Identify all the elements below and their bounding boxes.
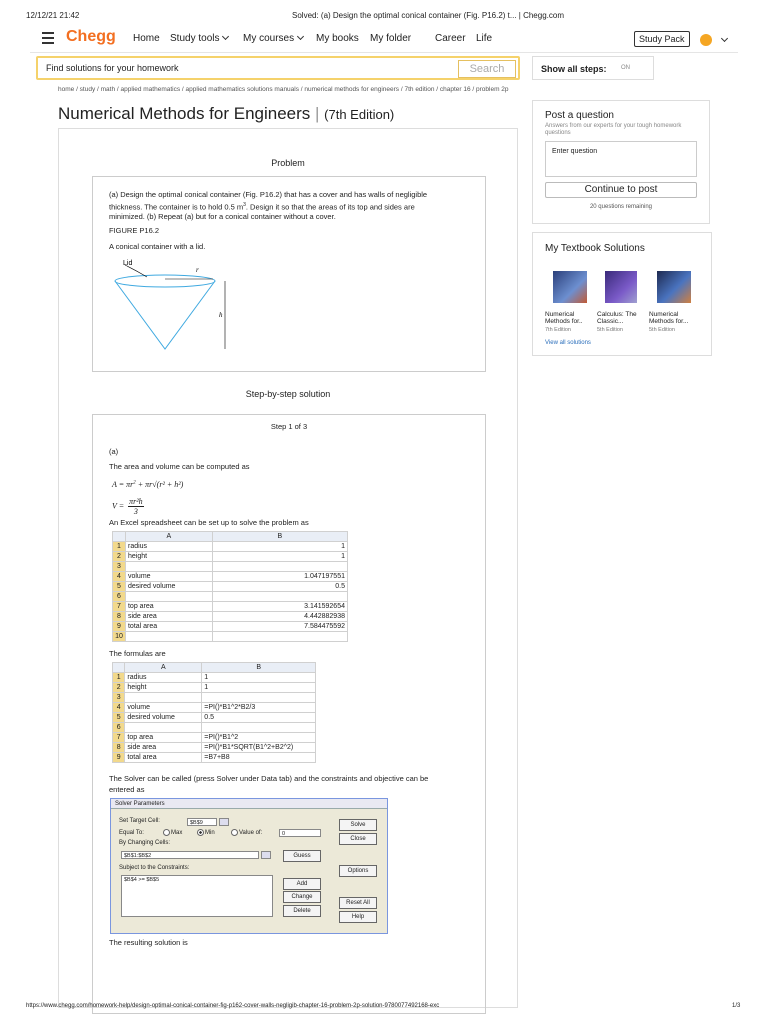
hamburger-menu-icon[interactable]: [42, 32, 54, 47]
sheet-header-row: [113, 663, 316, 673]
chevron-down-icon: [222, 33, 229, 40]
cell-b: 1.047197551: [212, 572, 347, 582]
collapse-dialog-icon[interactable]: [261, 851, 271, 859]
part-a-label: (a): [109, 447, 119, 456]
search-input[interactable]: Find solutions for your homework: [46, 63, 179, 73]
problem-text-1: (a) Design the optimal conical container (Fig. P16.2) that has a cover and has walls of negligible: [109, 190, 428, 199]
nav-study-tools[interactable]: [170, 33, 228, 44]
nav-my-folder[interactable]: My folder: [370, 33, 412, 44]
close-button[interactable]: Close: [339, 833, 377, 845]
excel-intro: An Excel spreadsheet can be set up to solve the problem as: [109, 518, 309, 527]
row-number: 1: [113, 673, 125, 683]
solver-intro-2: entered as: [109, 785, 145, 794]
cell-b: [212, 592, 347, 602]
chevron-down-icon: [297, 33, 304, 40]
post-question-title: Post a question: [545, 110, 614, 121]
solver-intro-1: The Solver can be called (press Solver under Data tab) and the constraints and objective can be: [109, 774, 429, 783]
page-title: Numerical Methods for Engineers | (7th Edition): [58, 104, 395, 123]
problem-text-2-b: . Design it so that the areas of its top and sides are: [245, 202, 415, 212]
nav-my-courses[interactable]: [243, 33, 303, 44]
cell-a: [125, 693, 202, 703]
search-button[interactable]: Search: [458, 60, 516, 78]
table-row: [113, 572, 348, 582]
header-divider: [30, 52, 738, 53]
book-3-title-1: Numerical: [649, 311, 679, 318]
table-row: [113, 693, 316, 703]
textbook-solutions-card: [532, 232, 712, 356]
constraint-item[interactable]: $B$4 >= $B$5: [124, 877, 160, 883]
show-steps-toggle[interactable]: ON: [621, 65, 630, 71]
table-row: [113, 632, 348, 642]
cell-b: 0.5: [202, 713, 316, 723]
breadcrumb[interactable]: home / study / math / applied mathematics / applied mathematics solutions manuals / numerical methods for engineers / 7th edition / chapter 16 / problem 2p: [58, 86, 509, 93]
book-3-title-2: Methods for...: [649, 318, 689, 325]
radio-min[interactable]: [197, 829, 215, 836]
row-number: 3: [113, 693, 125, 703]
cell-b: 1: [212, 552, 347, 562]
fig-h-label: h: [219, 311, 223, 319]
set-target-label: Set Target Cell:: [119, 818, 160, 824]
changing-cells-field[interactable]: $B$1:$B$2: [121, 851, 259, 859]
row-number: 1: [113, 542, 126, 552]
guess-button[interactable]: Guess: [283, 850, 321, 862]
change-button[interactable]: Change: [283, 891, 321, 903]
equal-to-label: Equal To:: [119, 830, 144, 836]
table-row: [113, 683, 316, 693]
cell-a: desired volume: [125, 713, 202, 723]
nav-home[interactable]: Home: [133, 33, 160, 44]
sheet-col-header: B: [212, 532, 347, 542]
volume-eq-lhs: V =: [112, 501, 125, 511]
table-row: [113, 542, 348, 552]
cell-a: side area: [125, 743, 202, 753]
table-row: [113, 733, 316, 743]
figure-caption: A conical container with a lid.: [109, 242, 206, 251]
sheet-col-header: A: [125, 532, 212, 542]
volume-eq-num: πr²h: [129, 497, 143, 506]
row-number: 9: [113, 622, 126, 632]
table-row: [113, 622, 348, 632]
constraints-label: Subject to the Constraints:: [119, 865, 190, 871]
spreadsheet-values: [112, 531, 348, 642]
sheet-header-row: [113, 532, 348, 542]
fig-lid-label: Lid: [123, 260, 133, 267]
continue-to-post-button[interactable]: Continue to post: [545, 182, 697, 198]
row-number: 4: [113, 703, 125, 713]
book-3-edition: 5th Edition: [649, 327, 675, 333]
avatar[interactable]: [700, 34, 712, 46]
cell-a: volume: [125, 572, 212, 582]
radio-value-label: Value of:: [239, 830, 263, 837]
cell-b: 7.584475592: [212, 622, 347, 632]
constraints-list[interactable]: [121, 875, 273, 917]
book-2[interactable]: [597, 311, 637, 334]
volume-equation: [112, 497, 144, 516]
book-1[interactable]: [545, 311, 583, 334]
table-row: [113, 673, 316, 683]
book-1-edition: 7th Edition: [545, 327, 571, 333]
book-cover-3[interactable]: [657, 271, 691, 303]
radio-value-icon: [231, 829, 238, 836]
book-title: Numerical Methods for Engineers: [58, 104, 311, 123]
changing-cells-label: By Changing Cells:: [119, 840, 171, 846]
options-button[interactable]: Options: [339, 865, 377, 877]
sheet-corner: [113, 663, 125, 673]
add-button[interactable]: Add: [283, 878, 321, 890]
radio-max-icon: [163, 829, 170, 836]
cell-b: 1: [202, 683, 316, 693]
area-eq-lhs: A = πr: [112, 480, 134, 489]
cell-b: =PI()*B1*SQRT(B1^2+B2^2): [202, 743, 316, 753]
radio-max[interactable]: [163, 829, 182, 836]
cell-b: 3.141592654: [212, 602, 347, 612]
nav-my-courses-label: My courses: [243, 33, 295, 44]
problem-box: [92, 176, 486, 372]
volume-fraction: [128, 497, 144, 516]
cell-a: height: [125, 552, 212, 562]
book-1-title-1: Numerical: [545, 311, 575, 318]
cell-b: [202, 693, 316, 703]
table-row: [113, 713, 316, 723]
formulas-intro: The formulas are: [109, 649, 166, 658]
step-label: Step 1 of 3: [270, 422, 308, 431]
solution-heading: Step-by-step solution: [245, 389, 331, 399]
cell-a: volume: [125, 703, 202, 713]
cell-b: [202, 723, 316, 733]
radio-max-label: Max: [171, 830, 183, 837]
cell-a: top area: [125, 602, 212, 612]
questions-remaining: 20 questions remaining: [589, 204, 653, 210]
solver-title: Solver Parameters: [111, 799, 387, 809]
collapse-dialog-icon[interactable]: [219, 818, 229, 826]
row-number: 6: [113, 592, 126, 602]
cell-a: total area: [125, 753, 202, 763]
cell-b: [212, 562, 347, 572]
book-2-edition: 5th Edition: [597, 327, 623, 333]
book-cover-1[interactable]: [553, 271, 587, 303]
area-volume-intro: The area and volume can be computed as: [109, 462, 250, 471]
spreadsheet-formulas: [112, 662, 316, 763]
cell-a: radius: [125, 673, 202, 683]
show-steps-label: Show all steps:: [541, 64, 607, 74]
table-row: [113, 612, 348, 622]
row-number: 2: [113, 552, 126, 562]
cell-b: 1: [212, 542, 347, 552]
row-number: 7: [113, 602, 126, 612]
table-row: [113, 723, 316, 733]
radio-min-label: Min: [205, 830, 215, 837]
question-input[interactable]: [545, 141, 697, 177]
view-all-solutions-link[interactable]: View all solutions: [545, 340, 591, 346]
row-number: 2: [113, 683, 125, 693]
nav-my-books[interactable]: My books: [316, 33, 359, 44]
cell-b: 0.5: [212, 582, 347, 592]
cell-a: top area: [125, 733, 202, 743]
cell-a: [125, 592, 212, 602]
cell-b: =B7+B8: [202, 753, 316, 763]
question-input-placeholder: Enter question: [552, 148, 598, 155]
cell-b: =PI()*B1^2: [202, 733, 316, 743]
radio-min-icon: [197, 829, 204, 836]
print-footer-url: https://www.chegg.com/homework-help/design-optimal-conical-container-fig-p162-cover-walls-negligib-chapter-16-problem-2p-solution-9780077492168-exc: [26, 1003, 440, 1009]
print-page-title: Solved: (a) Design the optimal conical container (Fig. P16.2) t... | Chegg.com: [292, 11, 564, 20]
fig-r-label: r: [196, 266, 199, 274]
row-number: 8: [113, 743, 125, 753]
cell-a: side area: [125, 612, 212, 622]
problem-text-2-a: thickness. The container is to hold 0.5 m: [109, 202, 244, 212]
problem-heading: Problem: [271, 158, 305, 168]
delete-button[interactable]: Delete: [283, 905, 321, 917]
show-all-steps: [532, 56, 654, 80]
cell-a: height: [125, 683, 202, 693]
sheet-col-header: A: [125, 663, 202, 673]
cell-a: [125, 632, 212, 642]
row-number: 10: [113, 632, 126, 642]
nav-career[interactable]: Career: [435, 33, 466, 44]
chevron-down-icon: [721, 35, 728, 42]
problem-text-2-sup: 3: [243, 202, 246, 208]
post-question-card: [532, 100, 710, 224]
cell-b: 4.442882938: [212, 612, 347, 622]
table-row: [113, 703, 316, 713]
reset-all-button[interactable]: Reset All: [339, 897, 377, 909]
nav-life[interactable]: Life: [476, 33, 493, 44]
target-cell-field[interactable]: $B$9: [187, 818, 217, 826]
volume-eq-den: 3: [133, 507, 138, 516]
row-number: 4: [113, 572, 126, 582]
cell-a: [125, 723, 202, 733]
solve-button[interactable]: Solve: [339, 819, 377, 831]
cone-figure: [113, 257, 243, 357]
row-number: 5: [113, 582, 126, 592]
cell-a: [125, 562, 212, 572]
table-row: [113, 582, 348, 592]
sheet-col-header: B: [202, 663, 316, 673]
cell-a: radius: [125, 542, 212, 552]
solver-dialog: [110, 798, 388, 934]
cell-b: =PI()*B1^2*B2/3: [202, 703, 316, 713]
cell-b: 1: [202, 673, 316, 683]
area-equation: $A = \pi r^2 + \pi r√(r^2 + h^2)$: [112, 480, 184, 489]
print-footer-page: 1/3: [732, 1003, 741, 1009]
row-number: 7: [113, 733, 125, 743]
cone-rim: [115, 275, 215, 287]
search-bar[interactable]: [36, 56, 520, 80]
post-question-sub: Answers from our experts for your tough homework questions: [545, 123, 682, 136]
value-of-field[interactable]: 0: [279, 829, 321, 837]
cone-body: [115, 281, 215, 349]
row-number: 3: [113, 562, 126, 572]
radio-value-of[interactable]: [231, 829, 262, 836]
book-3[interactable]: [649, 311, 688, 334]
table-row: [113, 753, 316, 763]
table-row: [113, 592, 348, 602]
area-eq-rest: + πr√(r² + h²): [135, 480, 184, 489]
nav-study-tools-label: Study tools: [170, 33, 220, 44]
print-datetime: 12/12/21 21:42: [26, 11, 80, 20]
result-intro: The resulting solution is: [109, 938, 188, 947]
problem-text-3: minimized. (b) Repeat (a) but for a conical container without a cover.: [109, 212, 336, 221]
chegg-logo[interactable]: Chegg: [66, 28, 116, 45]
table-row: [113, 552, 348, 562]
row-number: 6: [113, 723, 125, 733]
sheet-corner: [113, 532, 126, 542]
cell-a: desired volume: [125, 582, 212, 592]
table-row: [113, 562, 348, 572]
row-number: 8: [113, 612, 126, 622]
book-2-title-1: Calculus: The: [597, 311, 637, 318]
table-row: [113, 602, 348, 612]
book-2-title-2: Classic...: [597, 318, 624, 325]
study-pack-button[interactable]: Study Pack: [634, 31, 690, 47]
table-row: [113, 743, 316, 753]
help-button[interactable]: Help: [339, 911, 377, 923]
cell-b: [212, 632, 347, 642]
cell-a: total area: [125, 622, 212, 632]
avatar-menu[interactable]: [718, 30, 727, 48]
figure-label: FIGURE P16.2: [109, 226, 160, 235]
textbook-solutions-title: My Textbook Solutions: [545, 243, 645, 254]
row-number: 5: [113, 713, 125, 723]
book-edition: (7th Edition): [324, 107, 395, 122]
book-1-title-2: Methods for..: [545, 318, 583, 325]
row-number: 9: [113, 753, 125, 763]
book-cover-2[interactable]: [605, 271, 637, 303]
